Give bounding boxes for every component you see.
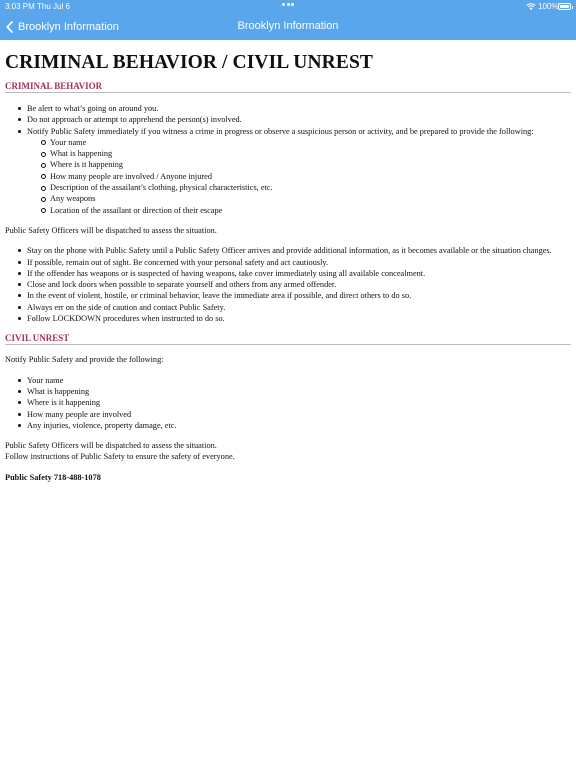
status-bar [0, 0, 576, 14]
criminal-behavior-list [5, 103, 571, 216]
dispatch-text [5, 440, 571, 463]
dispatch-line: Public Safety Officers will be dispatched to assess the situation. [5, 441, 217, 451]
divider [5, 344, 571, 345]
nav-title: Brooklyn Information [237, 20, 339, 32]
status-time: 3:03 PM [5, 2, 35, 11]
sub-list-item: Description of the assailant’s clothing, physical characteristics, etc. [50, 182, 571, 193]
list-item: What is happening [27, 386, 571, 397]
civil-unrest-list [5, 375, 571, 431]
list-item: Always err on the side of caution and contact Public Safety. [27, 302, 571, 313]
list-item: How many people are involved [27, 409, 571, 420]
sub-list-item: Where is it happening [50, 159, 571, 170]
safety-instructions-list [5, 245, 571, 324]
list-item: If possible, remain out of sight. Be concerned with your personal safety and act cautiously. [27, 257, 571, 268]
multitask-dots-icon[interactable] [281, 1, 295, 7]
sub-list-item: What is happening [50, 148, 571, 159]
list-item: Stay on the phone with Public Safety until a Public Safety Officer arrives and provide additional information, as it becomes available or the situation changes. [27, 245, 571, 256]
wifi-icon [526, 2, 536, 11]
civil-unrest-intro: Notify Public Safety and provide the following: [5, 355, 164, 365]
list-item: Your name [27, 375, 571, 386]
public-safety-phone: Public Safety 718-488-1078 [5, 472, 101, 482]
section-heading-criminal-behavior: CRIMINAL BEHAVIOR [5, 81, 103, 91]
battery-percentage: 100% [538, 2, 559, 11]
navigation-bar [0, 14, 576, 40]
list-item: Follow LOCKDOWN procedures when instructed to do so. [27, 313, 571, 324]
list-item: If the offender has weapons or is suspected of having weapons, take cover immediately using all available concealment. [27, 268, 571, 279]
list-item: Notify Public Safety immediately if you witness a crime in progress or observe a suspicious person or activity, and be prepared to provide the following: Your name What is happening Where is it happening How many people are involved / Anyone injured Description of the assailant’s clothing, physical characteristics, etc. Any weapons Location of the assailant or direction of their escape [27, 126, 571, 216]
list-item: Do not approach or attempt to apprehend the person(s) involved. [27, 114, 571, 125]
sub-list-item: Location of the assailant or direction of their escape [50, 205, 571, 216]
list-item: In the event of violent, hostile, or criminal behavior, leave the immediate area if possible, and direct others to do so. [27, 290, 571, 301]
section-heading-civil-unrest: CIVIL UNREST [5, 333, 70, 344]
page-title: CRIMINAL BEHAVIOR / CIVIL UNREST [5, 52, 374, 73]
list-item: Be alert to what’s going on around you. [27, 103, 571, 114]
sub-list-item: How many people are involved / Anyone injured [50, 171, 571, 182]
dispatch-text: Public Safety Officers will be dispatched to assess the situation. [5, 225, 217, 235]
report-details-list [27, 137, 571, 216]
back-button-label: Brooklyn Information [18, 21, 119, 33]
list-item: Any injuries, violence, property damage, etc. [27, 420, 571, 431]
battery-icon [558, 3, 571, 10]
follow-instructions-line: Follow instructions of Public Safety to ensure the safety of everyone. [5, 452, 235, 462]
sub-list-item: Your name [50, 137, 571, 148]
content-area [5, 40, 571, 483]
sub-list-item: Any weapons [50, 193, 571, 204]
list-item: Close and lock doors when possible to separate yourself and others from any armed offender. [27, 279, 571, 290]
list-item: Where is it happening [27, 397, 571, 408]
divider [5, 92, 571, 93]
status-date: Thu Jul 6 [37, 2, 70, 11]
